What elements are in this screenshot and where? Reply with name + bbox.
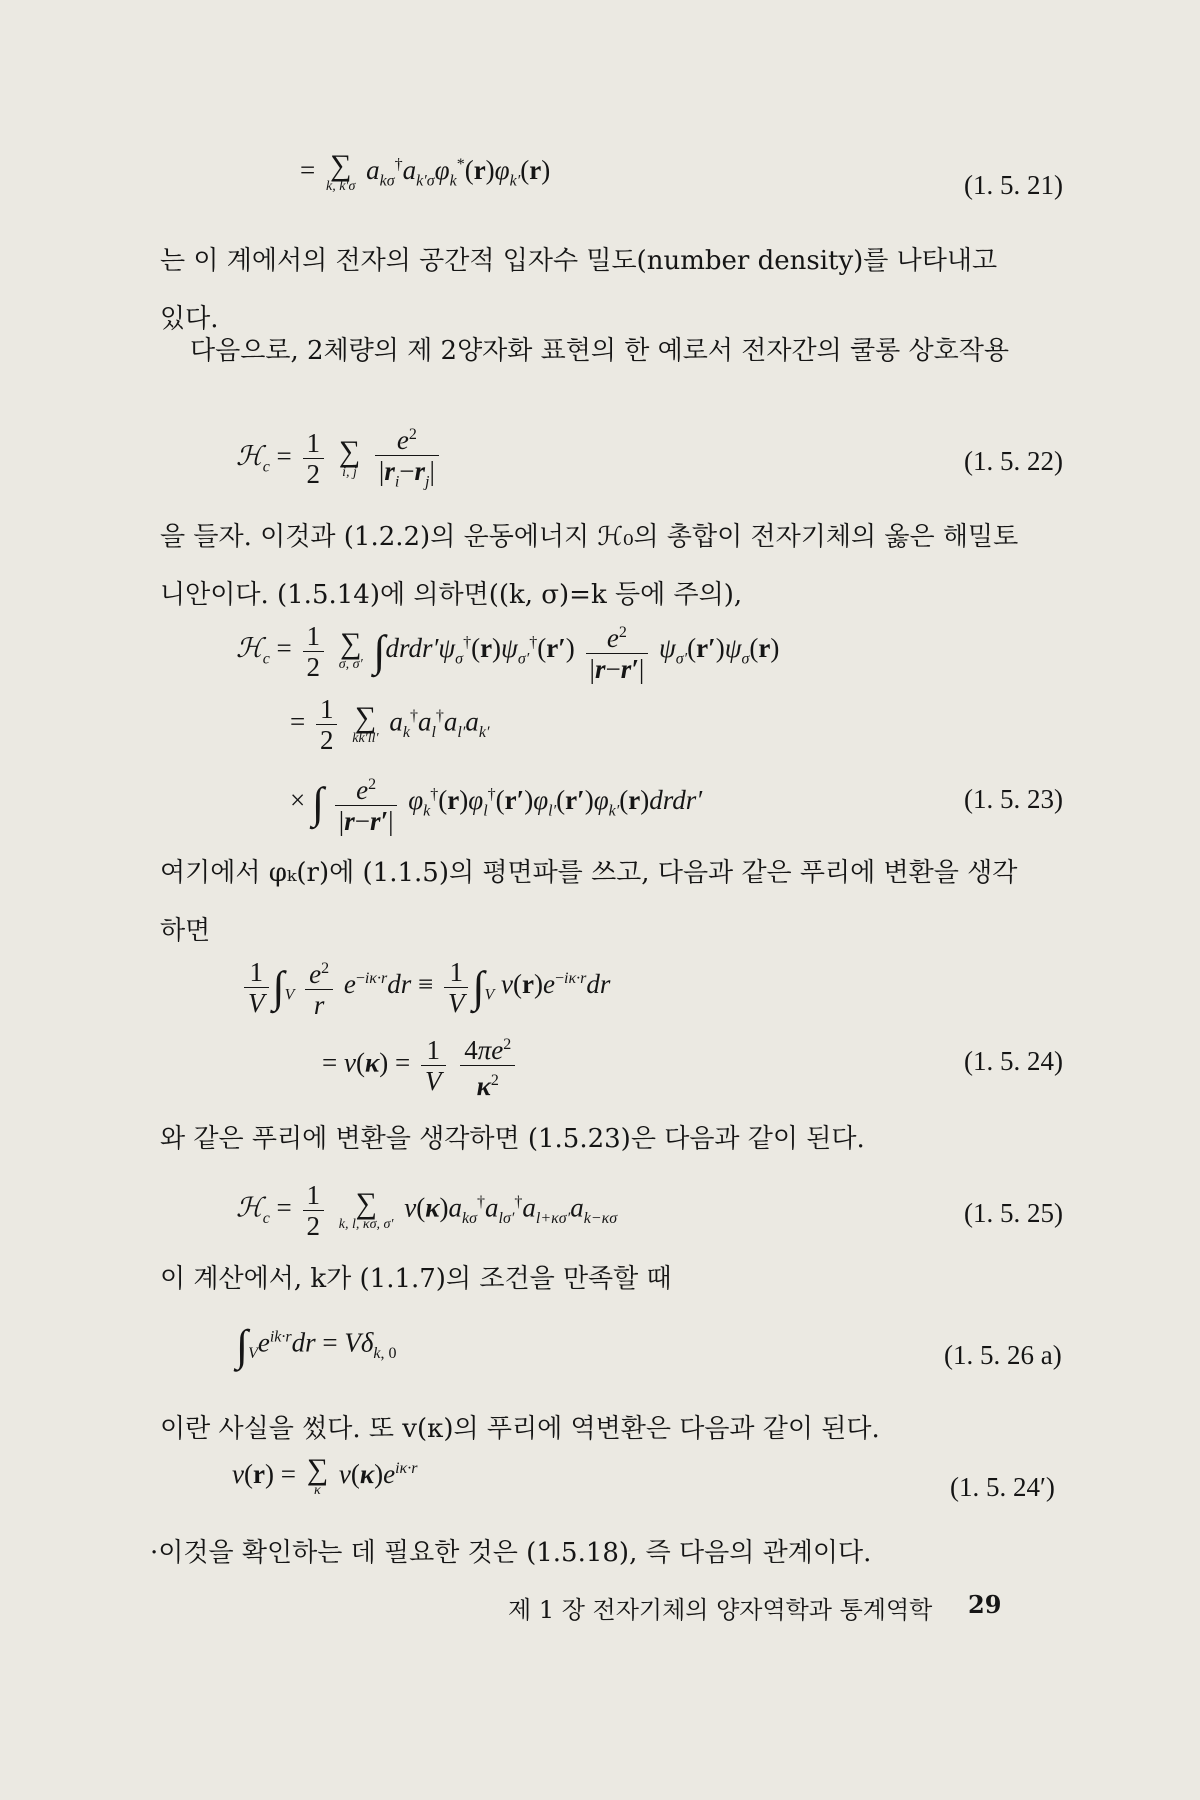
paragraph-number-density: 는 이 계에서의 전자의 공간적 입자수 밀도(number density)를 나타내고 있다.: [160, 246, 998, 334]
equation-number: (1. 5. 24): [964, 1046, 1063, 1076]
equation-number: (1. 5. 26 a): [944, 1340, 1062, 1370]
paragraph-hamiltonian: 을 들자. 이것과 (1.2.2)의 운동에너지 ℋ₀의 총합이 전자기체의 옳은 해밀토니안이다. (1.5.14)에 의하면((k, σ)=k 등에 주의),: [160, 522, 1019, 610]
equation-number: (1. 5. 25): [964, 1198, 1063, 1228]
equation-1-5-23-line3: × ∫ $\frac{e^2}{|r-r'|}$ $\varphi_k^\dagger(r)\varphi_l^\dagger(r')\varphi_{l'}(r')\varphi_{k'}(r)drdr'$: [290, 770, 702, 836]
paragraph-coulomb-intro: 다음으로, 2체량의 제 2양자화 표현의 한 예로서 전자간의 쿨롱 상호작용: [190, 336, 1009, 366]
equation-1-5-23-line1: ℋ$_c$ = $\frac{1}{2}$ ∑ σ, σ′ $\int drdr'\psi_\sigma^\dagger(r)\psi_{\sigma'}^\dagger(r')$ $\frac{e^2}{|r-r'|}$ $\psi_{\sigma'}(r')\psi_\sigma(r)$: [236, 618, 779, 684]
equation-1-5-23-line2: = $\frac{1}{2}$ ∑ kk′ll′ $a_k^\dagger a_l^\dagger a_{l'}a_{k'}$: [290, 694, 490, 755]
paragraph-inverse-fourier: 이란 사실을 썼다. 또 v(κ)의 푸리에 역변환은 다음과 같이 된다.: [160, 1414, 880, 1444]
equation-number: (1. 5. 22): [964, 446, 1063, 476]
running-footer: 제 1 장 전자기체의 양자역학과 통계역학: [508, 1596, 933, 1624]
paragraph-condition: 이 계산에서, k가 (1.1.7)의 조건을 만족할 때: [160, 1264, 672, 1294]
equation-number: (1. 5. 21): [964, 170, 1063, 200]
paragraph-fourier-result: 와 같은 푸리에 변환을 생각하면 (1.5.23)은 다음과 같이 된다.: [160, 1124, 865, 1154]
page-number: 29: [968, 1590, 1002, 1619]
paragraph-relation: ·이것을 확인하는 데 필요한 것은 (1.5.18), 즉 다음의 관계이다.: [150, 1538, 872, 1568]
equation-1-5-24-prime: v(r) = ∑ κ $v(\kappa)e^{i\kappa\cdot r}$: [232, 1453, 418, 1498]
equation-1-5-22: ℋ$_c$ = $\frac{1}{2}$ ∑ i, j $\frac{e^2}{|r_i-r_j|}$: [236, 420, 443, 497]
equation-number: (1. 5. 24′): [950, 1472, 1055, 1502]
paragraph-fourier-plane-wave: 여기에서 φₖ(r)에 (1.1.5)의 평면파를 쓰고, 다음과 같은 푸리에 변환을 생각하면: [160, 858, 1018, 946]
equation-1-5-21: = ∑ k, k′σ $a_{k\sigma}^\dagger a_{k'\sigma}\varphi_k^*(r)\varphi_{k'}(r)$: [300, 149, 551, 194]
equation-1-5-26a: $\int_Ve^{ik\cdot r}dr = V\delta_{k, 0}$: [236, 1321, 397, 1370]
equation-1-5-25: ℋ$_c$ = $\frac{1}{2}$ ∑ k, l, κσ, σ′ $v(\kappa)a_{k\sigma}^\dagger a_{l\sigma'}^\dagger a_{l+\kappa\sigma'}a_{k-\kappa\sigma}$: [236, 1180, 618, 1241]
equation-1-5-24-line1: $\frac{1}{V}$ $\int_V$ $\frac{e^2}{r}$ $e^{-i\kappa\cdot r}dr$ ≡ $\frac{1}{V}$ $\int_V$ $v(r)e^{-i\kappa\cdot r}dr$: [240, 954, 610, 1020]
equation-1-5-24-line2: = v(κ) = $\frac{1}{V}$ $\frac{4\pi e^2}{\kappa^2}$: [322, 1030, 519, 1101]
equation-number: (1. 5. 23): [964, 784, 1063, 814]
